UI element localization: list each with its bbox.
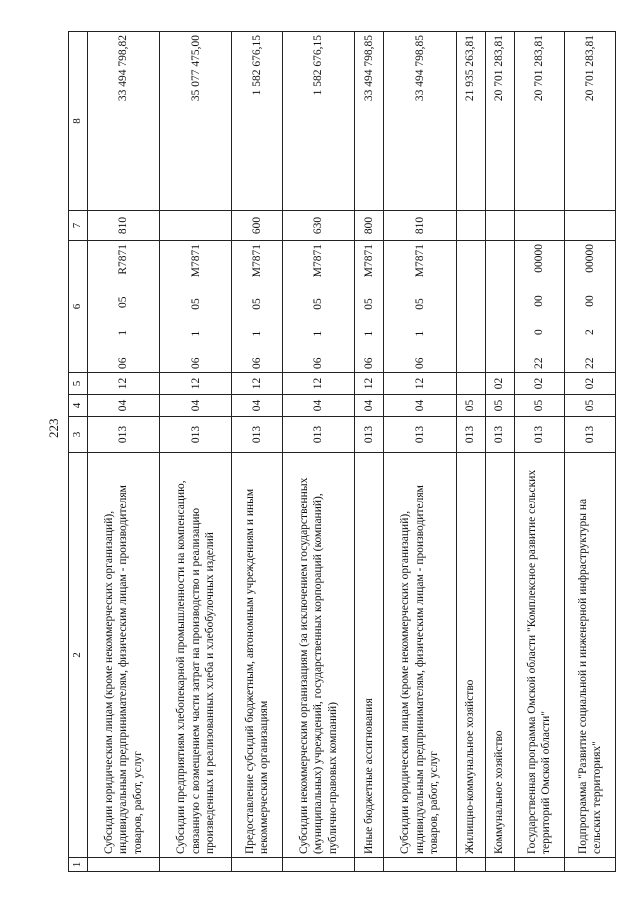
subsection-code-cell: 02 xyxy=(514,373,565,395)
target-article-part: 1 xyxy=(117,329,130,336)
subsection-code-cell: 12 xyxy=(88,373,160,395)
target-article-part: 1 xyxy=(363,330,376,337)
target-article-part: 05 xyxy=(363,298,376,310)
table-row xyxy=(88,32,160,872)
table-row xyxy=(384,32,456,872)
section-code-cell: 05 xyxy=(485,395,514,417)
subsection-code-cell: 12 xyxy=(384,373,456,395)
subsection-code-cell xyxy=(456,373,485,395)
target-article-part: 06 xyxy=(312,357,325,369)
target-article-part: 1 xyxy=(312,330,325,337)
table-row xyxy=(283,32,355,872)
budget-table-container xyxy=(68,32,616,872)
target-article-part: 05 xyxy=(117,296,130,309)
admin-code-cell: 013 xyxy=(283,417,355,453)
amount-cell: 20 701 283,81 xyxy=(514,32,565,211)
target-article-cell xyxy=(160,241,232,373)
target-article-parts xyxy=(311,244,325,369)
col-header: 4 xyxy=(69,395,88,417)
target-article-part: 00000 xyxy=(533,244,546,273)
target-article-part: 05 xyxy=(413,298,426,310)
budget-table xyxy=(68,31,616,872)
item-name-cell: Подпрограмма "Развитие социальной и инженерной инфраструктуры на сельских территориях" xyxy=(565,453,616,858)
row-num-cell xyxy=(283,858,355,872)
target-article-part: 1 xyxy=(251,330,264,337)
amount-cell: 1 582 676,15 xyxy=(283,32,355,211)
expense-type-cell xyxy=(514,211,565,241)
table-row xyxy=(485,32,514,872)
section-code-cell: 04 xyxy=(88,395,160,417)
col-header: 5 xyxy=(69,373,88,395)
target-article-part: M7871 xyxy=(413,244,426,278)
row-num-cell xyxy=(88,858,160,872)
expense-type-cell: 630 xyxy=(283,211,355,241)
target-article-part: 22 xyxy=(583,357,596,369)
target-article-cell xyxy=(355,241,384,373)
admin-code-cell: 013 xyxy=(565,417,616,453)
col-header: 3 xyxy=(69,417,88,453)
table-row xyxy=(355,32,384,872)
section-code-cell: 04 xyxy=(232,395,283,417)
section-code-cell: 04 xyxy=(384,395,456,417)
admin-code-cell: 013 xyxy=(485,417,514,453)
subsection-code-cell: 02 xyxy=(485,373,514,395)
expense-type-cell xyxy=(456,211,485,241)
section-code-cell: 05 xyxy=(456,395,485,417)
row-num-cell xyxy=(355,858,384,872)
target-article-part: 00 xyxy=(583,295,596,307)
item-name-cell: Жилищно-коммунальное хозяйство xyxy=(456,453,485,858)
row-num-cell xyxy=(232,858,283,872)
target-article-parts xyxy=(116,244,130,369)
section-code-cell: 04 xyxy=(160,395,232,417)
target-article-part: 06 xyxy=(413,357,426,369)
row-num-cell xyxy=(514,858,565,872)
amount-cell: 35 077 475,00 xyxy=(160,32,232,211)
target-article-cell xyxy=(514,241,565,373)
item-name-cell: Предоставление субсидий бюджетным, автономным учреждениям и иным некоммерческим организациям xyxy=(232,453,283,858)
target-article-part: 06 xyxy=(189,357,202,369)
target-article-part: M7871 xyxy=(189,244,202,278)
row-num-cell xyxy=(160,858,232,872)
target-article-cell xyxy=(384,241,456,373)
admin-code-cell: 013 xyxy=(384,417,456,453)
target-article-part: 00000 xyxy=(583,244,596,273)
col-header: 8 xyxy=(69,32,88,211)
target-article-parts xyxy=(362,244,376,369)
expense-type-cell: 810 xyxy=(88,211,160,241)
admin-code-cell: 013 xyxy=(456,417,485,453)
col-header: 1 xyxy=(69,858,88,872)
page-number: 223 xyxy=(46,418,61,438)
col-header: 6 xyxy=(69,241,88,373)
col-header: 7 xyxy=(69,211,88,241)
table-row xyxy=(456,32,485,872)
amount-cell: 33 494 798,85 xyxy=(355,32,384,211)
target-article-cell xyxy=(283,241,355,373)
target-article-part: R7871 xyxy=(117,244,130,275)
row-num-cell xyxy=(456,858,485,872)
section-code-cell: 05 xyxy=(565,395,616,417)
target-article-part: 05 xyxy=(312,298,325,310)
amount-cell: 33 494 798,85 xyxy=(384,32,456,211)
target-article-cell xyxy=(232,241,283,373)
item-name-cell: Субсидии юридическим лицам (кроме некоммерческих организаций), индивидуальным предпринимателям, физическим лицам - производителям товаров, работ, услуг xyxy=(88,453,160,858)
target-article-part: M7871 xyxy=(363,244,376,278)
target-article-parts xyxy=(413,244,427,369)
target-article-parts xyxy=(532,244,546,369)
target-article-part: M7871 xyxy=(251,244,264,278)
target-article-part: 05 xyxy=(251,298,264,310)
admin-code-cell: 013 xyxy=(160,417,232,453)
admin-code-cell: 013 xyxy=(232,417,283,453)
section-code-cell: 05 xyxy=(514,395,565,417)
target-article-part: 2 xyxy=(583,329,596,335)
target-article-cell xyxy=(456,241,485,373)
target-article-part: 06 xyxy=(363,357,376,369)
amount-cell: 20 701 283,81 xyxy=(565,32,616,211)
table-row xyxy=(160,32,232,872)
item-name-cell: Субсидии некоммерческим организациям (за исключением государственных (муниципальных) учреждений, государственных корпораций (компаний), публично-правовых компаний) xyxy=(283,453,355,858)
target-article-part: 06 xyxy=(251,357,264,369)
subsection-code-cell: 12 xyxy=(355,373,384,395)
amount-cell: 21 935 263,81 xyxy=(456,32,485,211)
expense-type-cell: 600 xyxy=(232,211,283,241)
subsection-code-cell: 12 xyxy=(232,373,283,395)
target-article-cell xyxy=(565,241,616,373)
target-article-part: 00 xyxy=(533,295,546,307)
admin-code-cell: 013 xyxy=(355,417,384,453)
amount-cell: 33 494 798,82 xyxy=(88,32,160,211)
target-article-part: 1 xyxy=(413,330,426,337)
admin-code-cell: 013 xyxy=(514,417,565,453)
section-code-cell: 04 xyxy=(355,395,384,417)
admin-code-cell: 013 xyxy=(88,417,160,453)
expense-type-cell: 800 xyxy=(355,211,384,241)
target-article-parts xyxy=(189,244,203,369)
header-row xyxy=(69,32,88,872)
target-article-cell xyxy=(88,241,160,373)
item-name-cell: Субсидии юридическим лицам (кроме некоммерческих организаций), индивидуальным предпринимателям, физическим лицам - производителям товаров, работ, услуг xyxy=(384,453,456,858)
row-num-cell xyxy=(565,858,616,872)
table-row xyxy=(565,32,616,872)
item-name-cell: Субсидии предприятиям хлебопекарной промышленности на компенсацию, связанную с возмещением части затрат на производство и реализацию произведенных и реализованных хлеба и хлебобулочных изделий xyxy=(160,453,232,858)
item-name-cell: Иные бюджетные ассигнования xyxy=(355,453,384,858)
item-name-cell: Коммунальное хозяйство xyxy=(485,453,514,858)
row-num-cell xyxy=(485,858,514,872)
expense-type-cell xyxy=(485,211,514,241)
expense-type-cell: 810 xyxy=(384,211,456,241)
target-article-part: 06 xyxy=(117,357,130,369)
target-article-parts xyxy=(583,244,597,369)
target-article-part: M7871 xyxy=(312,244,325,278)
amount-cell: 1 582 676,15 xyxy=(232,32,283,211)
target-article-cell xyxy=(485,241,514,373)
expense-type-cell xyxy=(565,211,616,241)
table-row xyxy=(514,32,565,872)
table-row xyxy=(232,32,283,872)
amount-cell: 20 701 283,81 xyxy=(485,32,514,211)
subsection-code-cell: 02 xyxy=(565,373,616,395)
target-article-parts xyxy=(250,244,264,369)
target-article-part: 0 xyxy=(533,329,546,335)
col-header: 2 xyxy=(69,453,88,858)
target-article-part: 05 xyxy=(189,298,202,310)
row-num-cell xyxy=(384,858,456,872)
target-article-part: 1 xyxy=(189,330,202,337)
target-article-part: 22 xyxy=(533,357,546,369)
expense-type-cell xyxy=(160,211,232,241)
item-name-cell: Государственная программа Омской области "Комплексное развитие сельских территорий Омской области" xyxy=(514,453,565,858)
subsection-code-cell: 12 xyxy=(283,373,355,395)
subsection-code-cell: 12 xyxy=(160,373,232,395)
section-code-cell: 04 xyxy=(283,395,355,417)
